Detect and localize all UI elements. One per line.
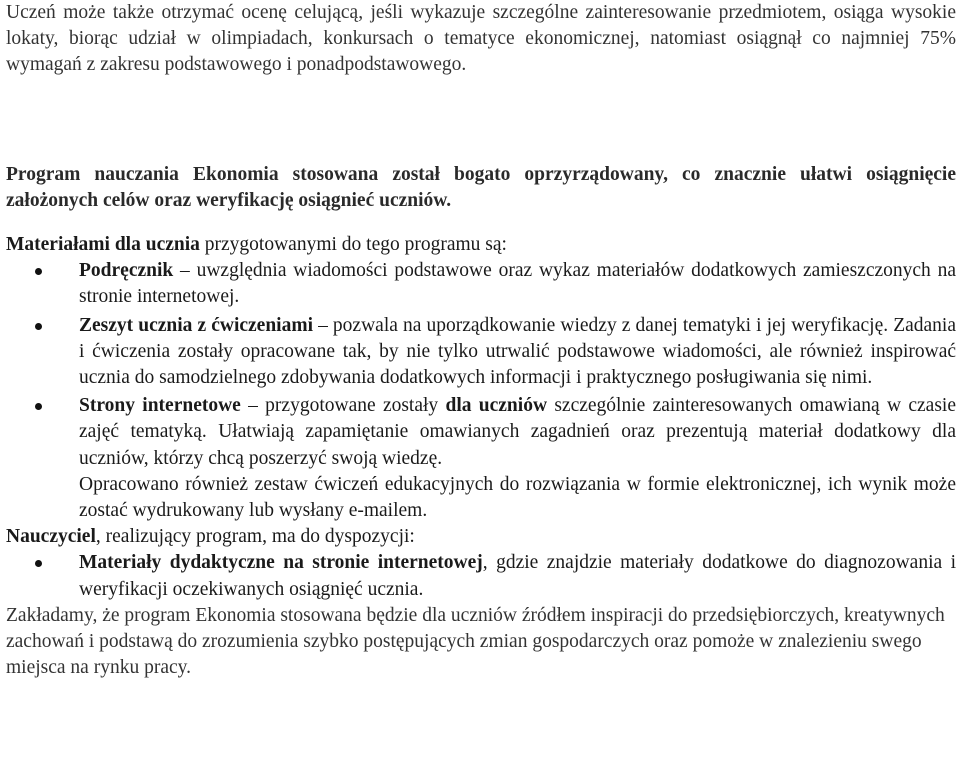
closing-paragraph: Zakładamy, że program Ekonomia stosowana będzie dla uczniów źródłem inspiracji do przedsiębiorczych, kreatywnych zachowań i podstawą do zrozumienia szybko postępujących zmian gospodarczych oraz pomoże w znalezieniu swego miejsca na rynku pracy. xyxy=(6,604,945,679)
bullet-icon xyxy=(35,560,42,567)
list-item-workbook xyxy=(6,313,956,392)
bullet-icon xyxy=(35,323,42,330)
program-note-paragraph: Program nauczania Ekonomia stosowana został bogato oprzyrządowany, co znacznie ułatwi osiągnięcie założonych celów oraz weryfikację osiągnieć uczniów. xyxy=(6,163,956,211)
exercises-paragraph: Opracowano również zestaw ćwiczeń edukacyjnych do rozwiązania w formie elektronicznej, ich wynik może zostać wydrukowany lub wysłany e-mailem. xyxy=(79,473,956,522)
student-materials-list xyxy=(6,258,956,472)
list-item-websites xyxy=(6,393,956,472)
bullet-icon xyxy=(35,268,42,275)
document-page xyxy=(6,0,956,681)
item-text: – pozwala na uporządkowanie wiedzy z danej tematyki i jej weryfikację. Zadania i ćwiczenia zostały opracowane tak, by nie tylko utrwalić podstawowe wiadomości, ale również inspirować ucznia do samodzielnego zdobywania dodatkowych informacji i praktycznego posługiwania się nimi. xyxy=(79,314,957,389)
student-materials-lead-rest: przygotowanymi do tego programu są: xyxy=(199,234,507,256)
item-title: Materiały dydaktyczne na stronie internetowej xyxy=(79,552,483,574)
list-item-textbook xyxy=(6,258,956,310)
teacher-materials-list xyxy=(6,550,956,602)
list-item-teaching-materials xyxy=(6,550,956,602)
item-text: – uwzględnia wiadomości podstawowe oraz wykaz materiałów dodatkowych zamieszczonych na stronie internetowej. xyxy=(79,260,956,308)
teacher-lead-rest: , realizujący program, ma do dyspozycji: xyxy=(95,526,415,548)
teacher-lead xyxy=(6,524,956,550)
bullet-icon xyxy=(35,403,42,410)
student-materials-lead-bold: Materiałami dla ucznia xyxy=(6,234,200,256)
intro-paragraph: Uczeń może także otrzymać ocenę celującą, jeśli wykazuje szczególne zainteresowanie przedmiotem, osiąga wysokie lokaty, biorąc udział w olimpiadach, konkursach o tematyce ekonomicznej, natomiast osiągnął co najmniej 75% wymagań z zakresu podstawowego i ponadpodstawowego. xyxy=(6,2,956,76)
item-text: , gdzie znajdzie materiały dodatkowe do diagnozowania i weryfikacji oczekiwanych osiągnięć ucznia. xyxy=(79,552,956,600)
item-text-continued: szczególnie zainteresowanych omawianą w czasie zajęć tematyką. Ułatwiają zapamiętanie omawianych zagadnień oraz prezentują materiał dodatkowy dla uczniów, którzy chcą poszerzyć swoją wiedzę. xyxy=(79,395,956,469)
item-title: Strony internetowe xyxy=(79,395,241,417)
teacher-lead-bold: Nauczyciel xyxy=(6,526,96,548)
item-bold-inline: dla uczniów xyxy=(445,395,548,417)
student-materials-lead xyxy=(6,232,956,258)
item-text: – przygotowane zostały xyxy=(240,395,446,417)
item-title: Zeszyt ucznia z ćwiczeniami xyxy=(79,314,314,336)
item-title: Podręcznik xyxy=(79,260,174,282)
